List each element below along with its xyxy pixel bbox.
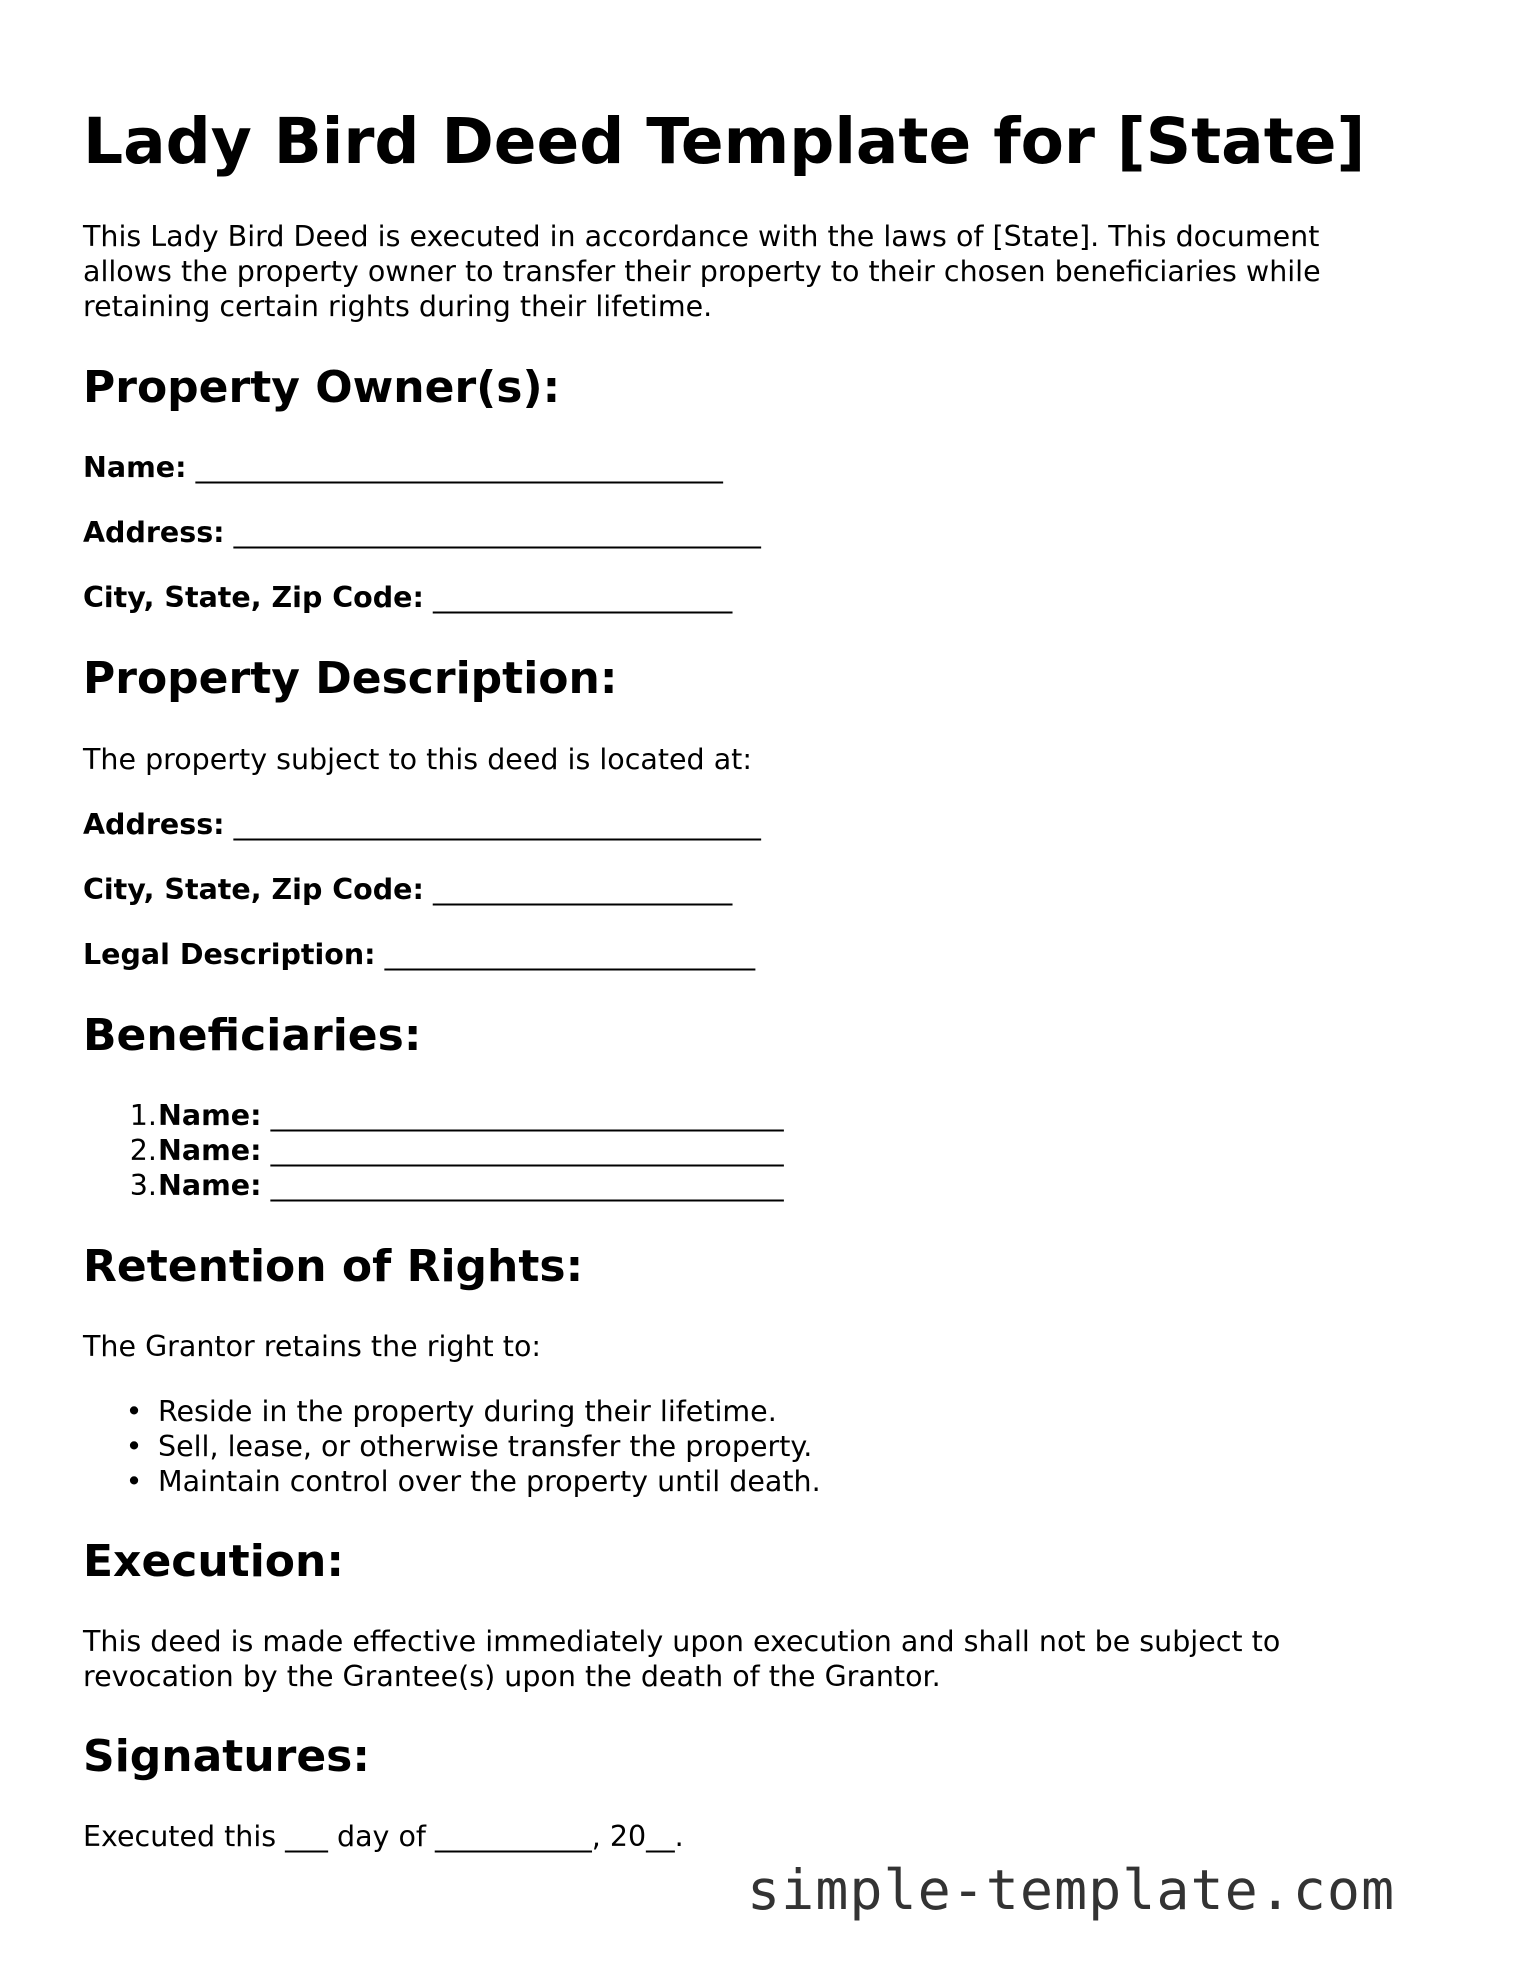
owner-address-label: Address: xyxy=(83,516,225,549)
owners-heading: Property Owner(s): xyxy=(83,362,561,413)
legal-description-field xyxy=(83,937,755,972)
property-address-blank: _____________________________________ xyxy=(233,808,761,841)
retention-item-text: Maintain control over the property until death. xyxy=(158,1465,821,1498)
execution-heading: Execution: xyxy=(83,1536,344,1587)
beneficiary-number: 2. xyxy=(129,1134,157,1167)
beneficiary-blank: ____________________________________ xyxy=(270,1099,784,1132)
beneficiary-field xyxy=(158,1098,784,1133)
retention-heading: Retention of Rights: xyxy=(83,1241,584,1292)
beneficiary-number: 1. xyxy=(129,1099,157,1132)
beneficiary-label: Name: xyxy=(158,1134,262,1167)
retention-item-text: Reside in the property during their lifetime. xyxy=(158,1395,777,1428)
owner-name-label: Name: xyxy=(83,451,187,484)
property-city-blank: _____________________ xyxy=(432,873,733,906)
beneficiary-blank: ____________________________________ xyxy=(270,1169,784,1202)
owner-name-blank: _____________________________________ xyxy=(195,451,723,484)
legal-description-label: Legal Description: xyxy=(83,938,376,971)
retention-text: The Grantor retains the right to: xyxy=(83,1330,542,1363)
page-title: Lady Bird Deed Template for [State] xyxy=(83,105,1366,178)
property-address-label: Address: xyxy=(83,808,225,841)
owner-city-label: City, State, Zip Code: xyxy=(83,581,424,614)
bullet-icon: • xyxy=(125,1465,143,1498)
signatures-heading: Signatures: xyxy=(83,1731,370,1782)
watermark-text: simple-template.com xyxy=(747,1858,1396,1922)
beneficiary-label: Name: xyxy=(158,1099,262,1132)
bullet-icon: • xyxy=(125,1430,143,1463)
beneficiaries-heading: Beneficiaries: xyxy=(83,1010,422,1061)
beneficiary-field xyxy=(158,1168,784,1203)
property-city-label: City, State, Zip Code: xyxy=(83,873,424,906)
signatures-text: Executed this ___ day of ___________, 20__. xyxy=(83,1820,684,1853)
retention-item-text: Sell, lease, or otherwise transfer the property. xyxy=(158,1430,813,1463)
owner-address-blank: _____________________________________ xyxy=(233,516,761,549)
owner-address-field xyxy=(83,515,761,550)
beneficiary-label: Name: xyxy=(158,1169,262,1202)
property-city-field xyxy=(83,872,732,907)
owner-name-field xyxy=(83,450,723,485)
owner-city-field xyxy=(83,580,732,615)
bullet-icon: • xyxy=(125,1395,143,1428)
execution-text: This deed is made effective immediately upon execution and shall not be subject to revocation by the Grantee(s) upon the death of the Grantor. xyxy=(83,1625,1281,1693)
beneficiary-blank: ____________________________________ xyxy=(270,1134,784,1167)
beneficiary-number: 3. xyxy=(129,1169,157,1202)
intro-paragraph: This Lady Bird Deed is executed in accordance with the laws of [State]. This document allows the property owner to transfer their property to their chosen beneficiaries while retaining certain rights during their lifetime. xyxy=(83,220,1321,323)
owner-city-blank: _____________________ xyxy=(432,581,733,614)
description-text: The property subject to this deed is located at: xyxy=(83,743,752,776)
beneficiary-field xyxy=(158,1133,784,1168)
property-address-field xyxy=(83,807,761,842)
description-heading: Property Description: xyxy=(83,653,618,704)
legal-description-blank: __________________________ xyxy=(384,938,756,971)
